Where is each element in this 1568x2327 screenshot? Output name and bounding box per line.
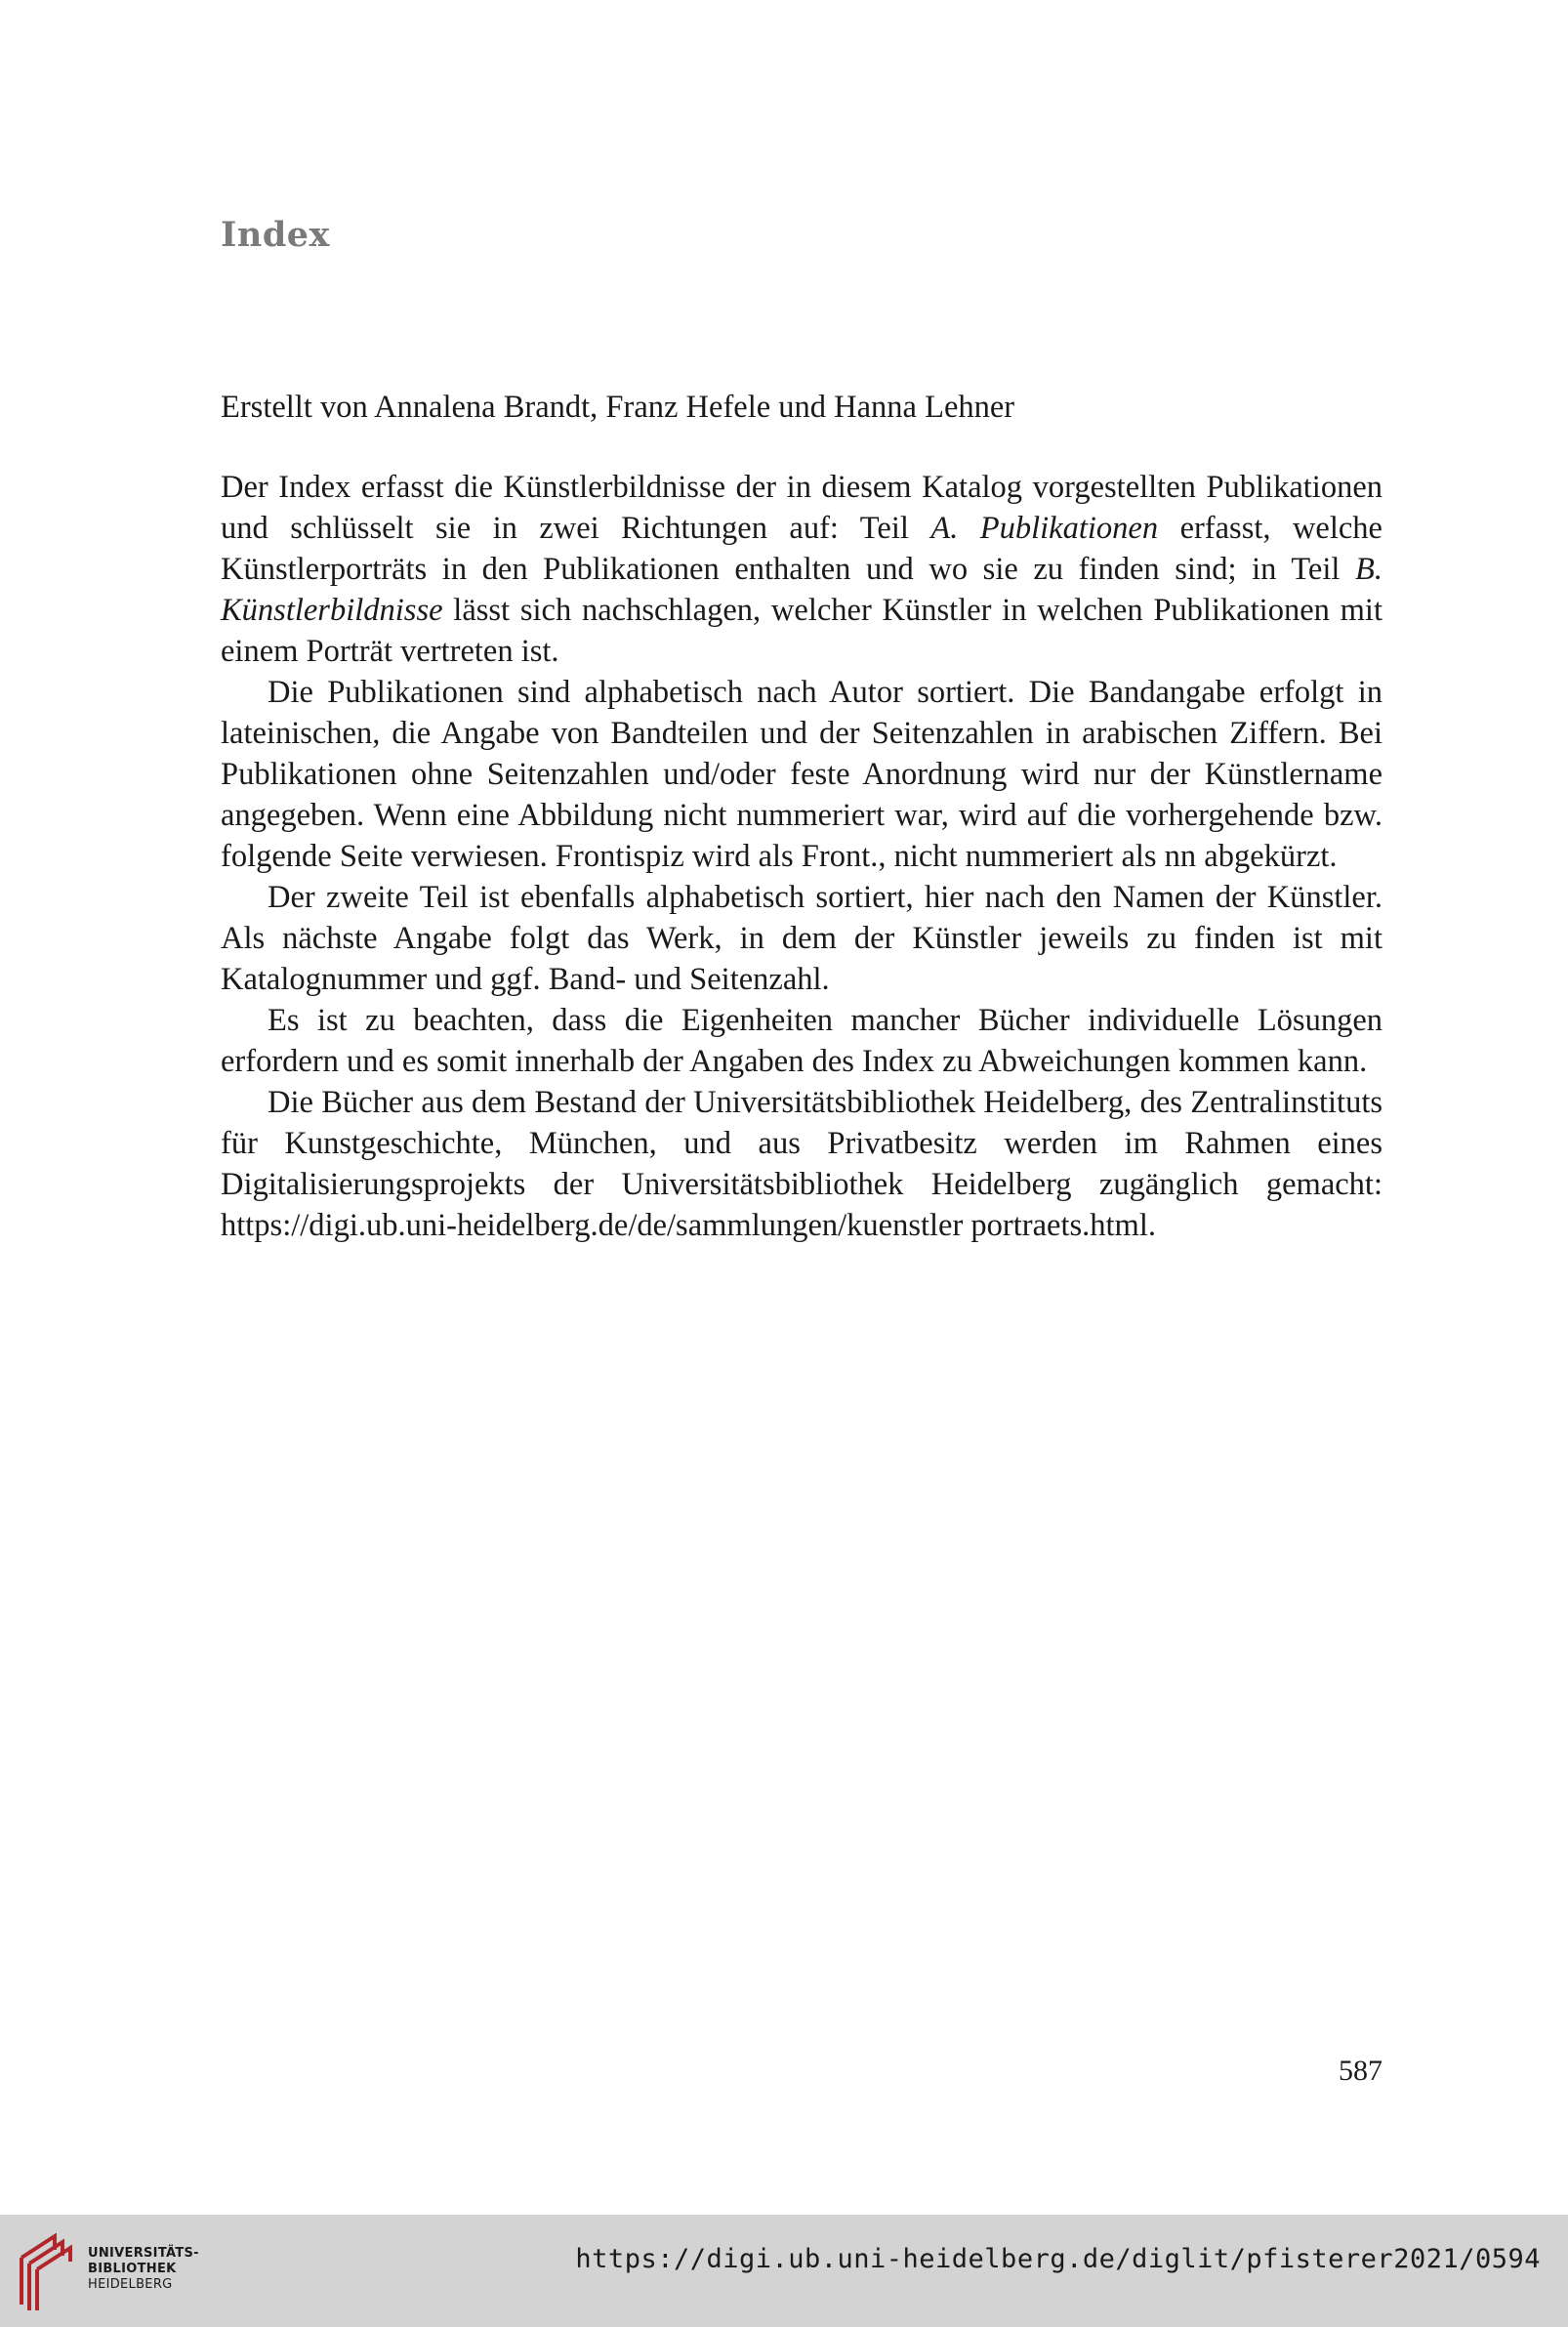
page-title: Index	[221, 215, 330, 255]
authors-line: Erstellt von Annalena Brandt, Franz Hefele und Hanna Lehner	[221, 390, 1015, 425]
logo-line-2: BIBLIOTHEK	[88, 2262, 177, 2276]
footer-bar	[0, 2215, 1568, 2327]
paragraph-5: Die Bücher aus dem Bestand der Universitätsbibliothek Heidelberg, des Zentralinstituts für Kunstgeschichte, München, und aus Privatbesitz werden im Rahmen eines Digitalisierungsprojekts der Universitätsbibliothek Heidelberg zugänglich gemacht: https://digi.ub.uni-heidelberg.de/de/sammlungen/kuenstler portraets.html.	[221, 1085, 1382, 1243]
body-text	[221, 467, 1382, 1246]
paragraph-2: Die Publikationen sind alphabetisch nach Autor sortiert. Die Bandangabe erfolgt in lateinischen, die Angabe von Bandteilen und der Seitenzahlen in arabischen Ziffern. Bei Publikationen ohne Seitenzahlen und/oder feste Anordnung wird nur der Künstlername angegeben. Wenn eine Abbildung nicht nummeriert war, wird auf die vorhergehende bzw. folgende Seite verwiesen. Frontispiz wird als Front., nicht nummeriert als nn abgekürzt.	[221, 675, 1382, 874]
emphasis-kuenstlerbildnisse: B. Künstlerbildnisse	[221, 552, 1382, 628]
paragraph-1-part-c: lässt sich nachschlagen, welcher Künstler in welchen Publikationen mit einem Porträt vertreten ist.	[221, 593, 1382, 669]
permalink-url[interactable]: https://digi.ub.uni-heidelberg.de/diglit/pfisterer2021/0594	[575, 2244, 1541, 2274]
paragraph-4: Es ist zu beachten, dass die Eigenheiten mancher Bücher individuelle Lösungen erfordern und es somit innerhalb der Angaben des Index zu Abweichungen kommen kann.	[221, 1003, 1382, 1079]
paragraph-3: Der zweite Teil ist ebenfalls alphabetisch sortiert, hier nach den Namen der Künstler. Als nächste Angabe folgt das Werk, in dem der Künstler jeweils zu finden ist mit Katalognummer und ggf. Band- und Seitenzahl.	[221, 880, 1382, 997]
page-number: 587	[1339, 2055, 1382, 2087]
logo-text	[88, 2246, 199, 2293]
emphasis-publikationen: A. Publikationen	[930, 511, 1159, 546]
paragraph-1-part-a: Der Index erfasst die Künstlerbildnisse der in diesem Katalog vorgestellten Publikationen und schlüsselt sie in zwei Richtungen auf: Teil	[221, 470, 1382, 546]
logo-line-1: UNIVERSITÄTS-	[88, 2246, 199, 2261]
university-library-logo[interactable]	[16, 2228, 211, 2312]
logo-line-3: HEIDELBERG	[88, 2277, 173, 2292]
paragraph-1-part-b: erfasst, welche Künstlerporträts in den Publikationen enthalten und wo sie zu finden sind; in Teil	[221, 511, 1382, 587]
library-logo-icon	[16, 2228, 84, 2312]
paragraph-1	[221, 467, 1382, 672]
